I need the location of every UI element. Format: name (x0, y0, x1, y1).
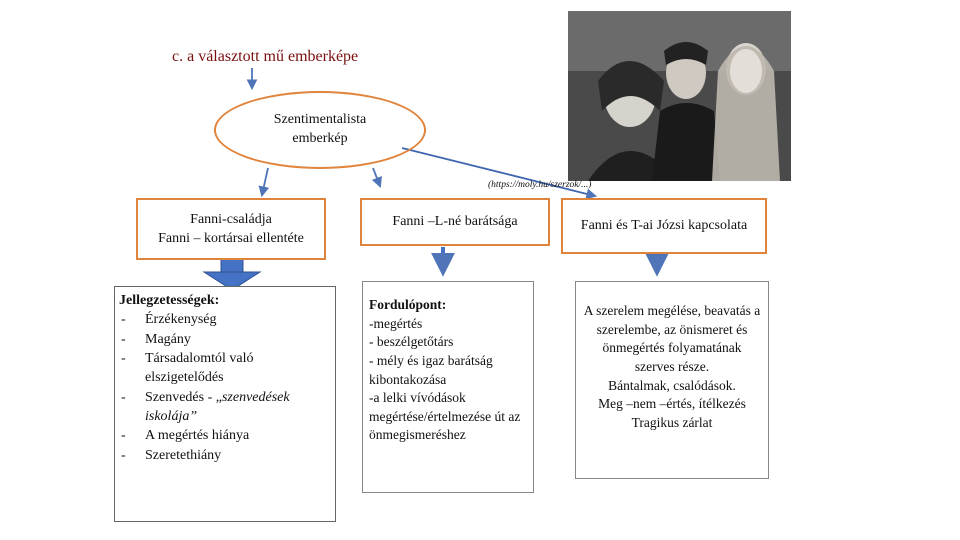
ellipse-line-1: Szentimentalista (273, 112, 367, 128)
list-item: Meg –nem –értés, ítélkezés (598, 396, 746, 412)
photo-illustration (568, 11, 791, 181)
arrow-down-icon (373, 168, 380, 186)
list-item: - Érzékenység (119, 310, 331, 329)
topic-box-relationship-label: Fanni és T-ai Józsi kapcsolata (580, 218, 748, 234)
topic-box-friendship (360, 198, 550, 246)
topic-box-family-line-2: Fanni – kortársai ellentéte (158, 231, 304, 246)
topic-box-friendship-label: Fanni –L-né barátsága (392, 214, 518, 230)
list-item: - A megértés hiánya (119, 426, 331, 445)
list-item: - mély és igaz barátság kibontakozása (369, 352, 493, 387)
central-ellipse (214, 91, 426, 169)
suffering-quote: szenvedések iskolája” (145, 389, 290, 424)
list-item: - Szeretethiány (119, 446, 331, 465)
detail-box-love (575, 281, 769, 479)
topic-box-family-line-1: Fanni-családja (190, 211, 272, 227)
list-item: A szerelem megélése, beavatás a szerelembe, az önismeret és önmegértés folyamatának szerves része. (583, 303, 761, 374)
photo-credit: (https://moly.hu/szerzok/...) (488, 180, 592, 190)
page-title: c. a választott mű emberképe (172, 48, 359, 65)
list-item (119, 388, 331, 427)
list-item: Bántalmak, csalódások. (608, 377, 736, 393)
suffering-prefix: Szenvedés - „ (145, 389, 222, 405)
detail-box-turning-point (362, 281, 534, 493)
list-item: -megértés (369, 315, 423, 331)
list-item: - Magány (119, 330, 331, 349)
arrow-down-icon (262, 168, 268, 195)
list-item: - Társadalomtól való elszigetelődés (119, 349, 331, 388)
list-item: Tragikus zárlat (631, 414, 713, 430)
topic-box-relationship (561, 198, 767, 254)
turning-point-heading: Fordulópont: (369, 297, 447, 312)
topic-box-family (136, 198, 326, 260)
characteristics-heading: Jellegzetességek: (119, 293, 220, 308)
detail-box-characteristics (114, 286, 336, 522)
list-item: -a lelki vívódások megértése/értelmezése út az önmegismeréshez (369, 390, 521, 443)
film-still-photo (568, 11, 791, 181)
ellipse-line-2: emberkép (292, 131, 348, 146)
characteristics-list (119, 310, 331, 465)
list-item: - beszélgetőtárs (369, 334, 454, 350)
